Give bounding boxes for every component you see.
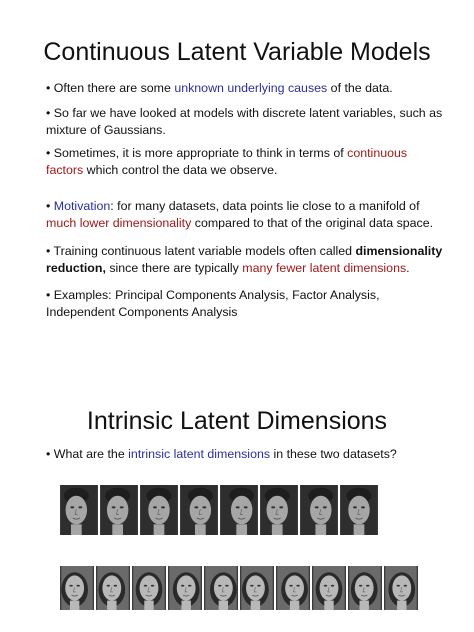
bullet-intrinsic-dimensions: • What are the intrinsic latent dimensions in these two datasets? bbox=[46, 447, 397, 461]
highlight-fewer-latent-dimensions: many fewer latent dimensions bbox=[242, 261, 407, 275]
bold-dimensionality-reduction: dimensionality reduction, bbox=[46, 244, 443, 275]
bullet-unknown-causes: • Often there are some unknown underlying causes of the data. bbox=[46, 81, 393, 95]
face-image-female bbox=[276, 566, 310, 610]
bullet-discrete-latent: • So far we have looked at models with discrete latent variables, such as mixture of Gaussians. bbox=[46, 106, 443, 137]
slide2-title: Intrinsic Latent Dimensions bbox=[86, 407, 388, 435]
highlight-unknown-causes: unknown underlying causes bbox=[174, 81, 328, 95]
face-image-male bbox=[220, 485, 258, 535]
face-image-female bbox=[204, 566, 238, 610]
face-image-male bbox=[260, 485, 298, 535]
bullet-continuous-factors: • Sometimes, it is more appropriate to think in terms of continuous factors which control the data we observe. bbox=[46, 146, 408, 177]
face-image-female bbox=[60, 566, 94, 610]
highlight-lower-dimensionality: much lower dimensionality bbox=[46, 216, 192, 230]
highlight-continuous-factors: continuous factors bbox=[46, 146, 408, 177]
bullet-motivation: • Motivation: for many datasets, data points lie close to a manifold of much lower dimensionality compared to that of the original data space. bbox=[46, 199, 434, 230]
face-image-female bbox=[168, 566, 202, 610]
face-image-male bbox=[340, 485, 378, 535]
face-image-female bbox=[96, 566, 130, 610]
bullet-dimensionality-reduction: • Training continuous latent variable models often called dimensionality reduction, since there are typically many fewer latent dimensions. bbox=[46, 244, 443, 275]
face-image-male bbox=[180, 485, 218, 535]
face-image-male bbox=[140, 485, 178, 535]
face-image-male bbox=[100, 485, 138, 535]
slide1-title: Continuous Latent Variable Models bbox=[43, 38, 431, 66]
face-image-male bbox=[60, 485, 98, 535]
face-image-female bbox=[384, 566, 418, 610]
highlight-motivation: Motivation bbox=[53, 199, 111, 213]
face-image-female bbox=[312, 566, 346, 610]
face-image-male bbox=[300, 485, 338, 535]
highlight-intrinsic-dimensions: intrinsic latent dimensions bbox=[128, 447, 271, 461]
bullet-examples: • Examples: Principal Components Analysis, Factor Analysis, Independent Components Analysis bbox=[46, 288, 380, 319]
face-row-male bbox=[60, 485, 380, 535]
face-image-female bbox=[348, 566, 382, 610]
face-image-female bbox=[240, 566, 274, 610]
face-row-female bbox=[60, 566, 420, 610]
face-image-female bbox=[132, 566, 166, 610]
